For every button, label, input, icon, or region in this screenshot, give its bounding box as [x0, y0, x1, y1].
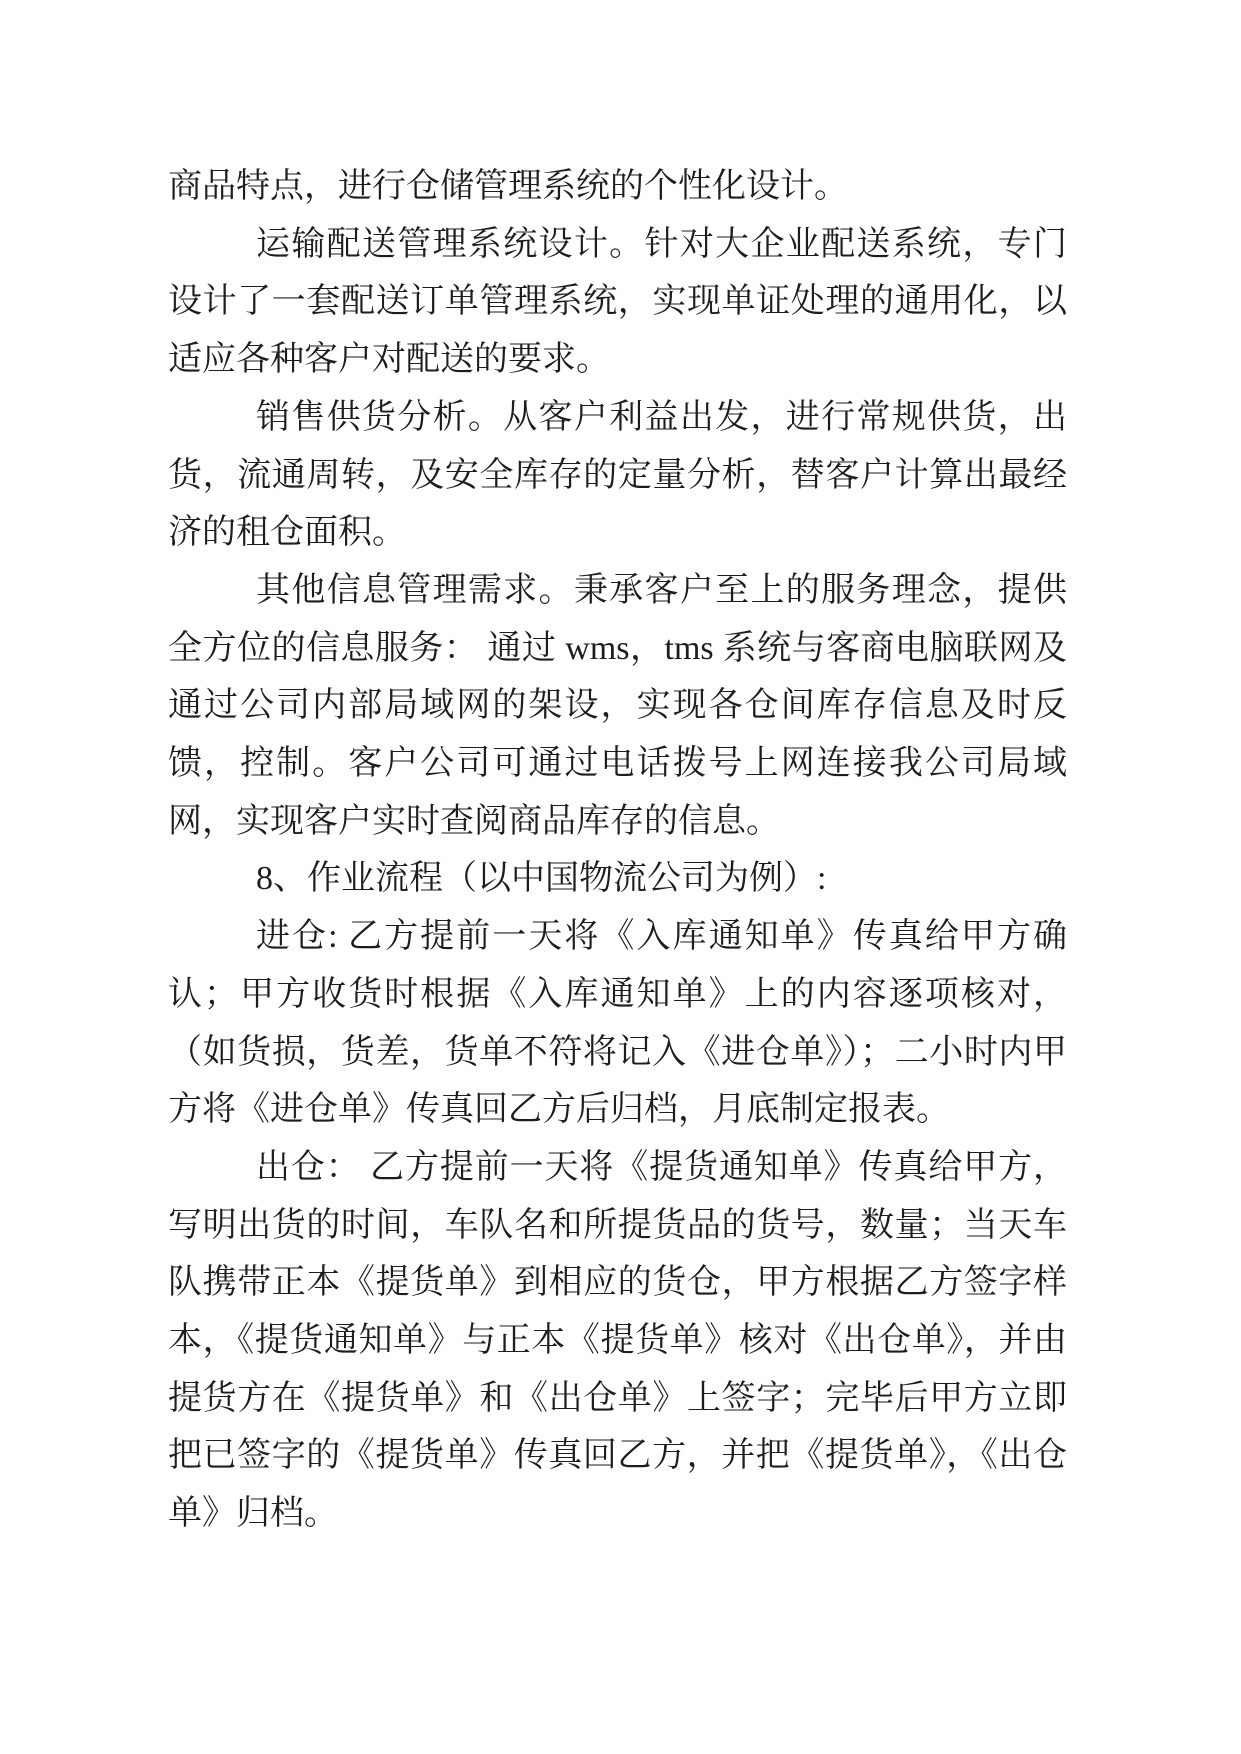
body-paragraph-workflow-heading: 8、作业流程（以中国物流公司为例）: — [256, 860, 827, 898]
body-paragraph-inbound-process: 进仓: 乙方提前一天将《入库通知单》传真给甲方确认；甲方收货时根据《入库通知单》上的内容逐项核对，（如货损，货差，货单不符将记入《进仓单》）；二小时内甲方将《进仓单》传真回乙方后归档，月底制定报表。 — [168, 918, 1067, 1129]
body-paragraph-continuation: 商品特点，进行仓储管理系统的个性化设计。 — [168, 168, 848, 205]
body-paragraph-sales-analysis: 销售供货分析。从客户利益出发，进行常规供货，出货，流通周转，及安全库存的定量分析，替客户计算出最经济的租仓面积。 — [168, 398, 1067, 552]
body-paragraph-transport-system: 运输配送管理系统设计。针对大企业配送系统，专门设计了一套配送订单管理系统，实现单证处理的通用化，以适应各种客户对配送的要求。 — [168, 225, 1067, 379]
body-paragraph-outbound-process: 出仓： 乙方提前一天将《提货通知单》传真给甲方，写明出货的时间，车队名和所提货品的货号，数量；当天车队携带正本《提货单》到相应的货仓，甲方根据乙方签字样本，《提货通知单》与正本《提货单》核对《出仓单》，并由提货方在《提货单》和《出仓单》上签字；完毕后甲方立即把已签字的《提货单》传真回乙方，并把《提货单》，《出仓单》归档。 — [168, 1148, 1067, 1533]
body-paragraph-other-info-management: 其他信息管理需求。秉承客户至上的服务理念，提供全方位的信息服务： 通过 wms，tms 系统与客商电脑联网及通过公司内部局域网的架设，实现各仓间库存信息及时反馈，控制。客户公司可通过电话拨号上网连接我公司局域网，实现客户实时查阅商品库存的信息。 — [168, 571, 1067, 840]
